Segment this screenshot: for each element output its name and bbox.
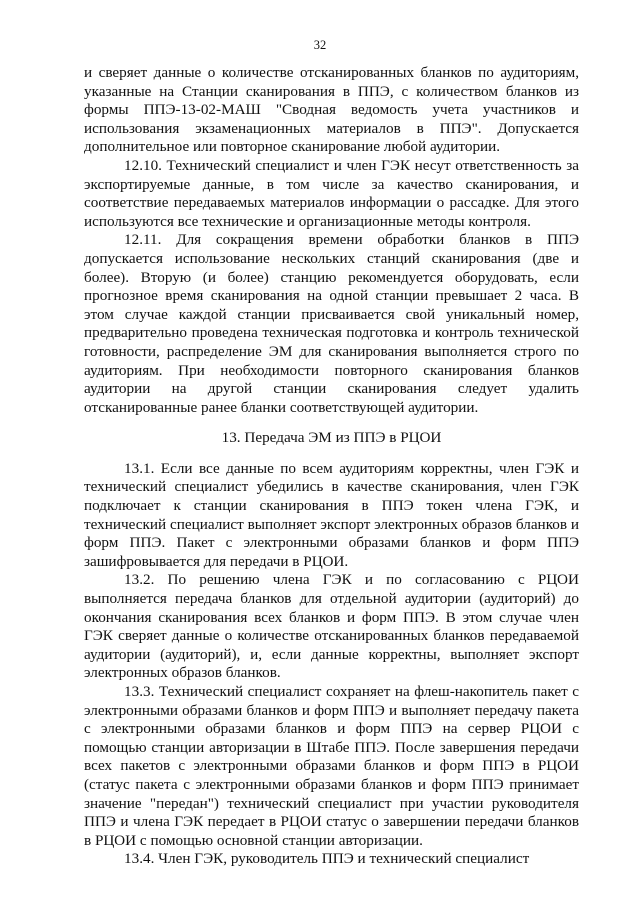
paragraph-13-1: 13.1. Если все данные по всем аудиториям корректны, член ГЭК и технический специалист убедились в качестве сканирования, член ГЭК подключает к станции сканирования в ППЭ токен члена ГЭК, и технический специалист выполняет экспорт электронных образов бланков и форм ППЭ. Пакет с электронными образами бланков и форм ППЭ зашифровывается для передачи в РЦОИ. [84,459,579,570]
paragraph-12-10: 12.10. Технический специалист и член ГЭК несут ответственность за экспортируемые данные, в том числе за качество сканирования, и соответствие передаваемых материалов информации о рассадке. Для этого используются все технические и организационные методы контроля. [84,156,579,230]
section-heading: 13. Передача ЭМ из ППЭ в РЦОИ [221,429,442,447]
page-number: 32 [313,38,327,52]
paragraph-continuation: и сверяет данные о количестве отсканированных бланков по аудиториям, указанные на Станции сканирования в ППЭ, с количеством бланков из формы ППЭ-13-02-МАШ "Сводная ведомость учета участников и использования экзаменационных материалов в ППЭ". Допускается дополнительное или повторное сканирование любой аудитории. [84,64,579,156]
paragraph-13-4: 13.4. Член ГЭК, руководитель ППЭ и технический специалист [124,850,530,868]
paragraph-13-3: 13.3. Технический специалист сохраняет на флеш-накопитель пакет с электронными образами бланков и форм ППЭ и выполняет передачу пакета с электронными образами бланков и форм ППЭ на сервер РЦОИ с помощью станции авторизации в Штабе ППЭ. После завершения передачи всех пакетов с электронными образами бланков и форм ППЭ в РЦОИ (статус пакета с электронными образами бланков и форм ППЭ принимает значение "передан") технический специалист при участии руководителя ППЭ и члена ГЭК передает в РЦОИ статус о завершении передачи бланков в РЦОИ с помощью основной станции авторизации. [84,683,579,849]
paragraph-13-2: 13.2. По решению члена ГЭК и по согласованию с РЦОИ выполняется передача бланков для отдельной аудитории (аудиторий) до окончания сканирования всех бланков и форм ППЭ. В этом случае член ГЭК сверяет данные о количестве отсканированных бланков передаваемой аудитории (аудиторий), и, если данные корректны, выполняет экспорт электронных образов бланков. [84,571,579,682]
paragraph-12-11: 12.11. Для сокращения времени обработки бланков в ППЭ допускается использование нескольких станций сканирования (две и более). Вторую (и более) станцию рекомендуется оборудовать, если прогнозное время сканирования на одной станции превышает 2 часа. В этом случае каждой станции присваивается свой уникальный номер, предварительно проведена техническая подготовка и контроль технической готовности, распределение ЭМ для сканирования выполняется строго по аудиториям. При необходимости повторного сканирования бланков аудитории на другой станции сканирования следует удалить отсканированные ранее бланки соответствующей аудитории. [84,231,579,416]
document-body [84,64,579,869]
